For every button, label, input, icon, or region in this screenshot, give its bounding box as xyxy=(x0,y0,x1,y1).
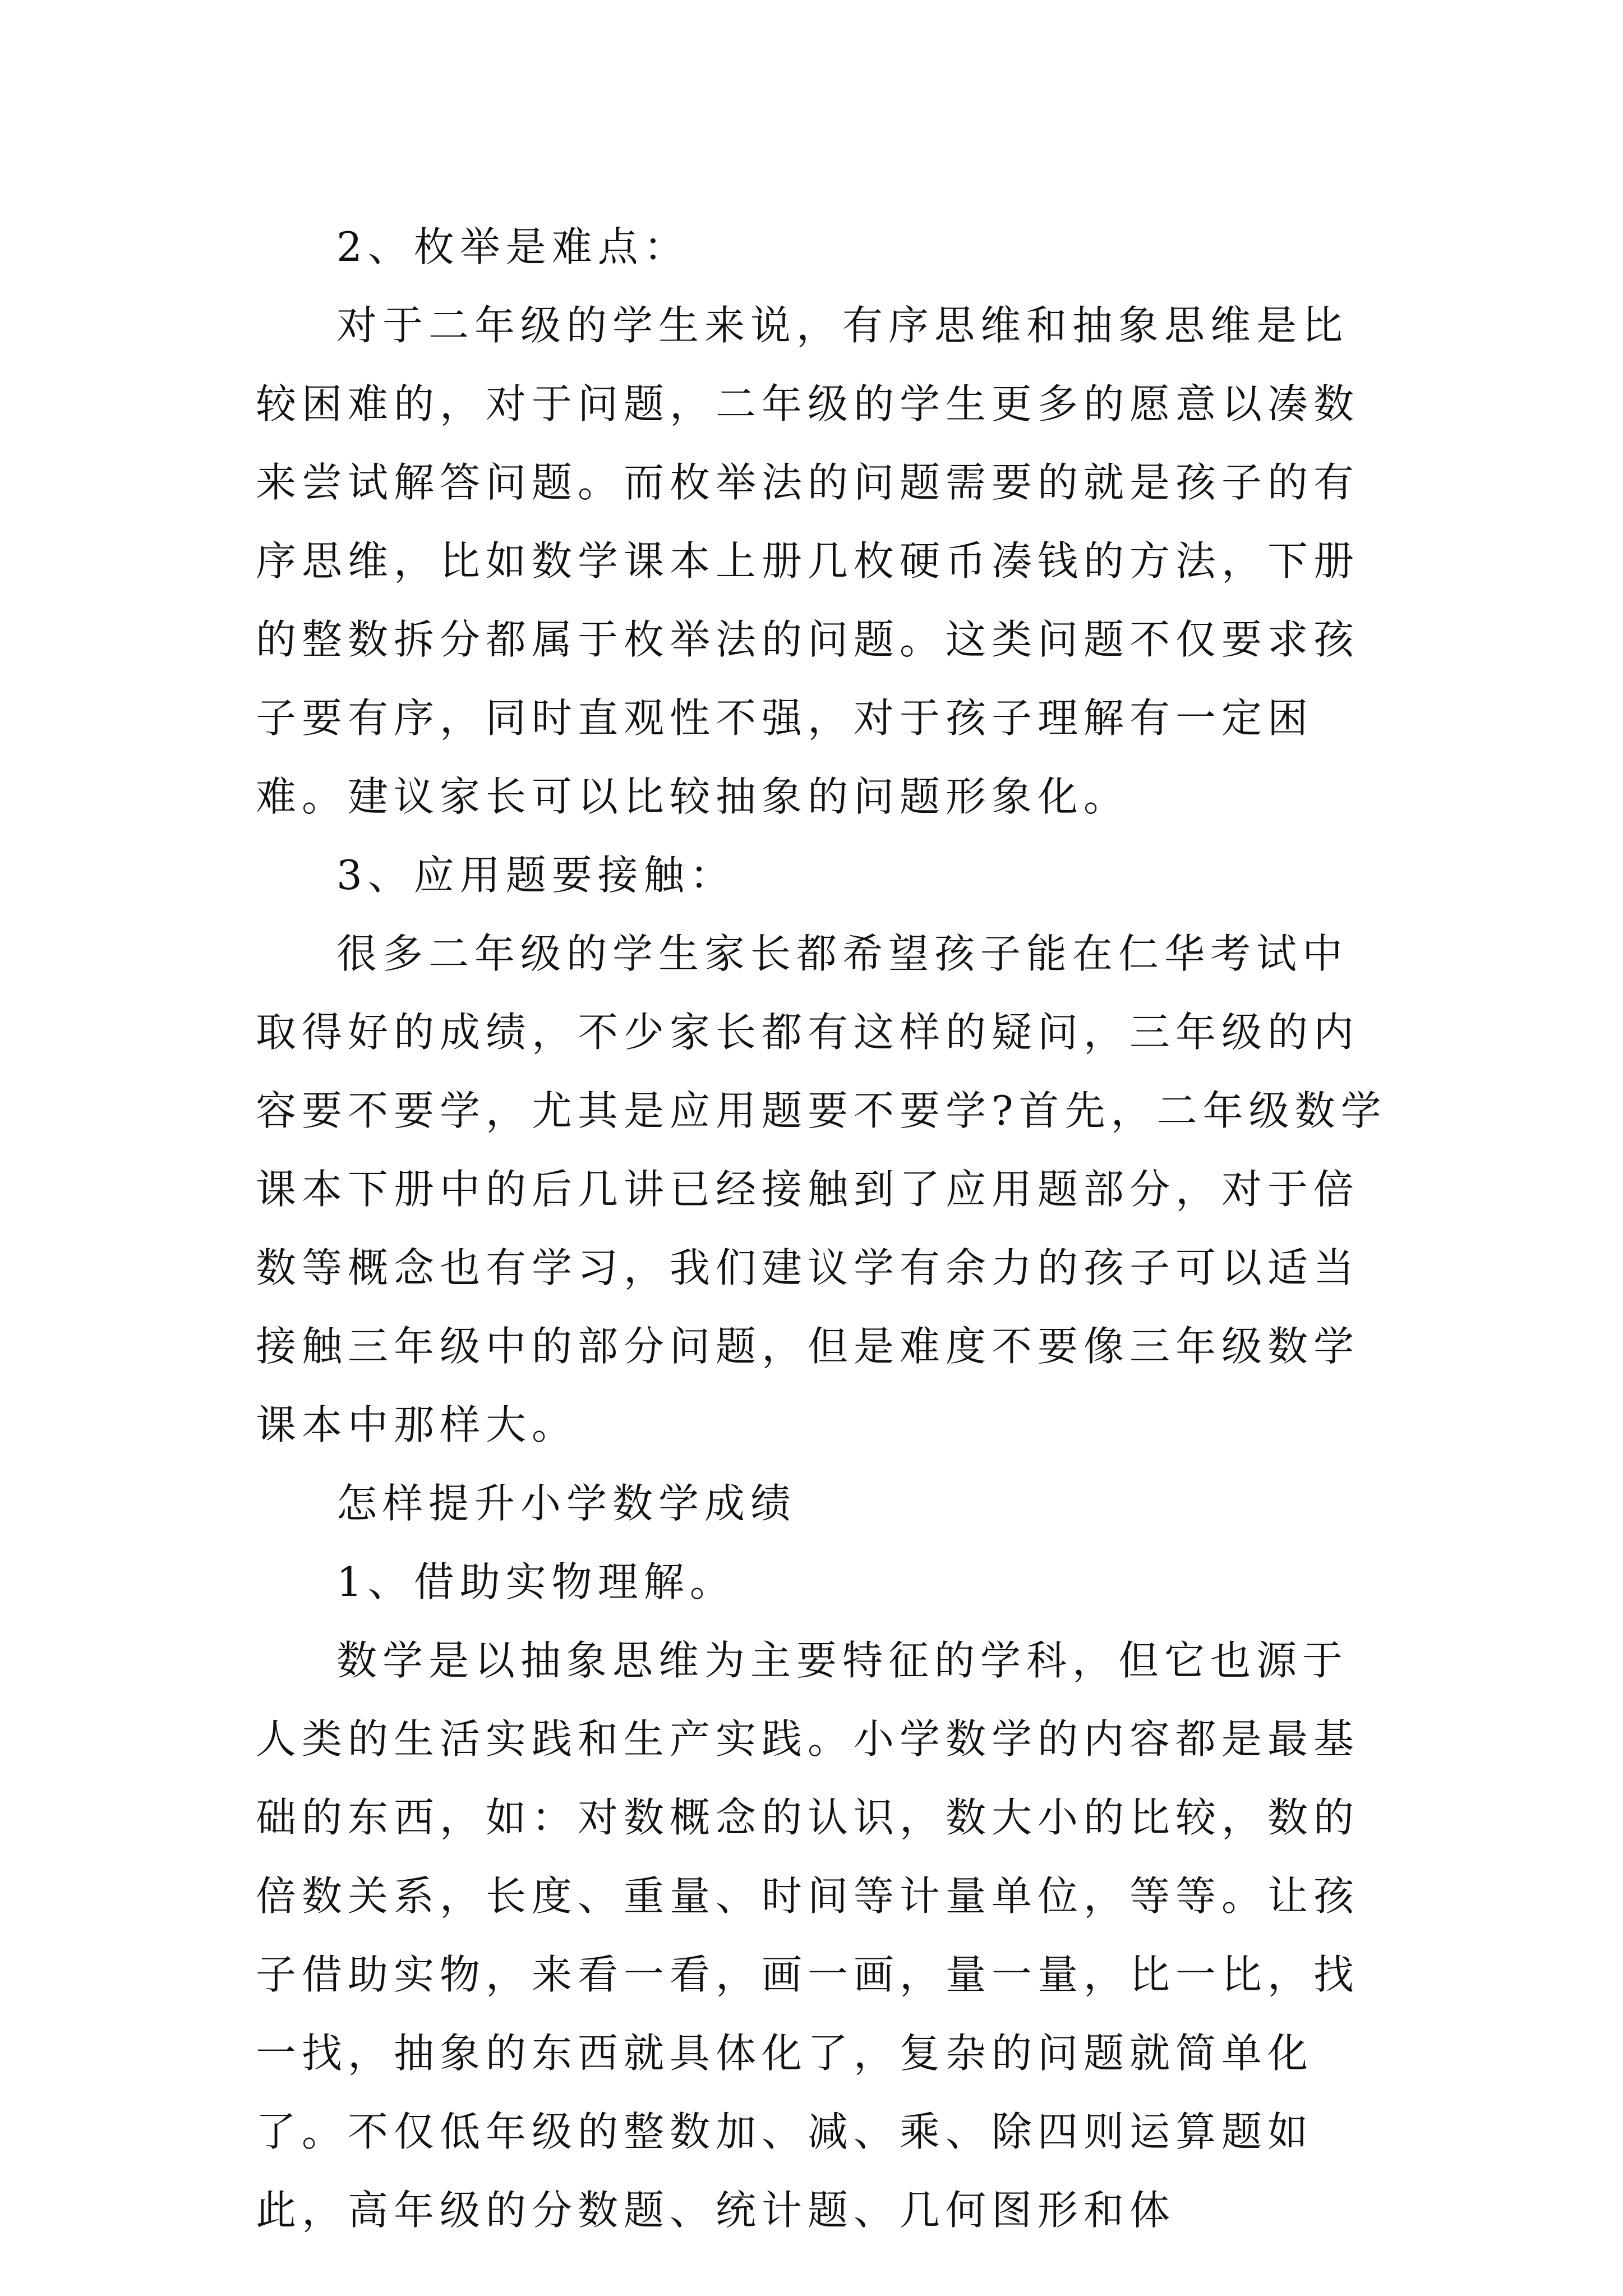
paragraph-word-problems: 很多二年级的学生家长都希望孩子能在仁华考试中取得好的成绩，不少家长都有这样的疑问，三年级的内容要不要学，尤其是应用题要不要学?首先，二年级数学课本下册中的后几讲已经接触到了应用题部分，对于倍数等概念也有学习，我们建议学有余力的孩子可以适当接触三年级中的部分问题，但是难度不要像三年级数学课本中那样大。 xyxy=(256,930,1387,1448)
paragraph-enumeration: 对于二年级的学生来说，有序思维和抽象思维是比较困难的，对于问题，二年级的学生更多的愿意以凑数来尝试解答问题。而枚举法的问题需要的就是孩子的有序思维，比如数学课本上册几枚硬币凑钱的方法，下册的整数拆分都属于枚举法的问题。这类问题不仅要求孩子要有序，同时直观性不强，对于孩子理解有一定困难。建议家长可以比较抽象的问题形象化。 xyxy=(256,302,1360,820)
heading-enumeration-difficulty: 2、枚举是难点： xyxy=(336,223,690,270)
paragraph-use-objects: 数学是以抽象思维为主要特征的学科，但它也源于人类的生活实践和生产实践。小学数学的内容都是最基础的东西，如：对数概念的认识，数大小的比较，数的倍数关系，长度、重量、时间等计量单位，等等。让孩子借助实物，来看一看，画一画，量一量，比一比，找一找，抽象的东西就具体化了，复杂的问题就简单化了。不仅低年级的整数加、减、乘、除四则运算题如此，高年级的分数题、统计题、几何图形和体 xyxy=(256,1637,1360,2234)
section-title-improve-math: 怎样提升小学数学成绩 xyxy=(336,1480,797,1527)
heading-word-problems: 3、应用题要接触： xyxy=(336,852,736,899)
heading-use-objects: 1、借助实物理解。 xyxy=(336,1558,736,1605)
document-body xyxy=(256,208,1389,2249)
